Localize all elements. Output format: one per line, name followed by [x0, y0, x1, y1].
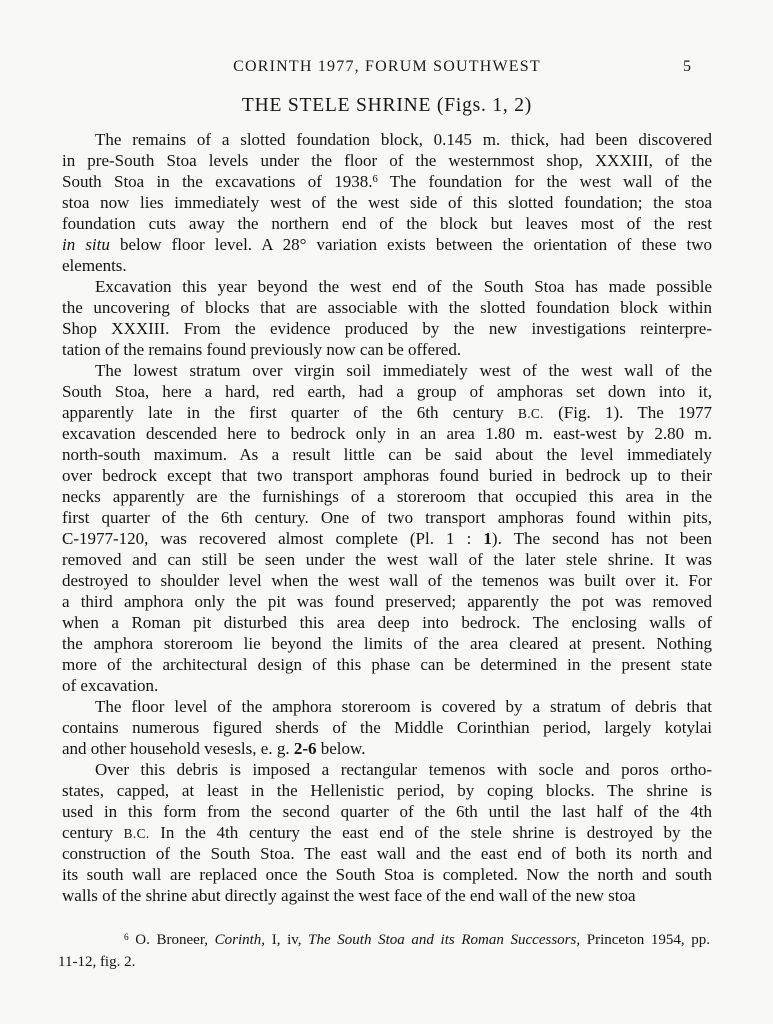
styled-text-segment: The South Stoa and its Roman Successors,	[308, 932, 581, 948]
text-line: Shop XXXIII. From the evidence produced by the new investigations reinterpre-	[62, 319, 712, 338]
text-line: The lowest stratum over virgin soil immediately west of the west wall of the	[95, 361, 712, 380]
text-line: states, capped, at least in the Hellenistic period, by coping blocks. The shrine is	[62, 781, 712, 800]
text-line: The remains of a slotted foundation block, 0.145 m. thick, had been discovered	[95, 130, 712, 149]
text-line: the amphora storeroom lie beyond the limits of the area cleared at present. Nothing	[62, 634, 712, 653]
footnote	[58, 929, 710, 973]
styled-text-segment: in situ	[62, 235, 110, 254]
text-line: foundation cuts away the northern end of the block but leaves most of the rest	[62, 214, 712, 233]
text-line: C-1977-120, was recovered almost complete (Pl. 1 : 1). The second has not been	[62, 529, 712, 548]
text-line: in situ below floor level. A 28° variation exists between the orientation of these two	[62, 235, 712, 254]
text-line: excavation descended here to bedrock only in an area 1.80 m. east-west by 2.80 m.	[62, 424, 712, 443]
text-line: century B.C. In the 4th century the east end of the stele shrine is destroyed by the	[62, 823, 713, 842]
page-number: 5	[683, 58, 691, 75]
running-head: CORINTH 1977, FORUM SOUTHWEST	[233, 58, 541, 75]
text-line: Over this debris is imposed a rectangular temenos with socle and poros ortho-	[95, 760, 712, 779]
text-line: destroyed to shoulder level when the west wall of the temenos was built over it. For	[62, 571, 712, 590]
text-line: South Stoa, here a hard, red earth, had a group of amphoras set down into it,	[62, 382, 712, 401]
text-line: construction of the South Stoa. The east wall and the east end of both its north and	[62, 844, 712, 863]
text-line: when a Roman pit disturbed this area deep into bedrock. The enclosing walls of	[62, 613, 712, 632]
footnote-line: 6 O. Broneer, Corinth, I, iv, The South Stoa and its Roman Successors, Princeton 1954, pp.	[124, 932, 710, 948]
text-line: of excavation.	[62, 676, 159, 695]
text-line: necks apparently are the furnishings of a storeroom that occupied this area in the	[62, 487, 712, 506]
text-line: and other household vesesls, e. g. 2-6 below.	[62, 739, 366, 758]
text-line: Excavation this year beyond the west end of the South Stoa has made possible	[95, 277, 712, 296]
text-line: more of the architectural design of this phase can be determined in the present state	[62, 655, 712, 674]
text-line: the uncovering of blocks that are associable with the slotted foundation block within	[62, 298, 712, 317]
text-line: north-south maximum. As a result little can be said about the level immediately	[62, 445, 712, 464]
text-line: South Stoa in the excavations of 1938.6 The foundation for the west wall of the	[62, 172, 712, 191]
text-line: used in this form from the second quarter of the 6th until the last half of the 4th	[62, 802, 712, 821]
text-line: removed and can still be seen under the west wall of the later stele shrine. It was	[62, 550, 712, 569]
section-heading: THE STELE SHRINE (Figs. 1, 2)	[241, 95, 533, 116]
text-line: in pre-South Stoa levels under the floor of the westernmost shop, XXXIII, of the	[62, 151, 712, 170]
text-line: contains numerous figured sherds of the Middle Corinthian period, largely kotylai	[62, 718, 712, 737]
footnote-line: 11-12, fig. 2.	[58, 954, 136, 970]
body-text	[62, 129, 712, 906]
text-line: first quarter of the 6th century. One of two transport amphoras found within pits,	[62, 508, 712, 527]
text-line: tation of the remains found previously now can be offered.	[62, 340, 462, 359]
styled-text-segment: Corinth,	[214, 932, 266, 948]
styled-text-segment: 1	[483, 529, 492, 548]
text-line: its south wall are replaced once the South Stoa is completed. Now the north and south	[62, 865, 712, 884]
text-line: stoa now lies immediately west of the west side of this slotted foundation; the stoa	[62, 193, 712, 212]
text-line: over bedrock except that two transport amphoras found buried in bedrock up to their	[62, 466, 712, 485]
text-line: a third amphora only the pit was found preserved; apparently the pot was removed	[62, 592, 712, 611]
text-line: walls of the shrine abut directly against the west face of the end wall of the new stoa	[62, 886, 636, 905]
text-line: The floor level of the amphora storeroom is covered by a stratum of debris that	[95, 697, 712, 716]
styled-text-segment: B.C.	[517, 406, 544, 421]
styled-text-segment: B.C.	[123, 826, 150, 841]
styled-text-segment: 2-6	[293, 739, 317, 758]
text-line: elements.	[62, 256, 127, 275]
text-line: apparently late in the first quarter of the 6th century B.C. (Fig. 1). The 1977	[62, 403, 713, 422]
